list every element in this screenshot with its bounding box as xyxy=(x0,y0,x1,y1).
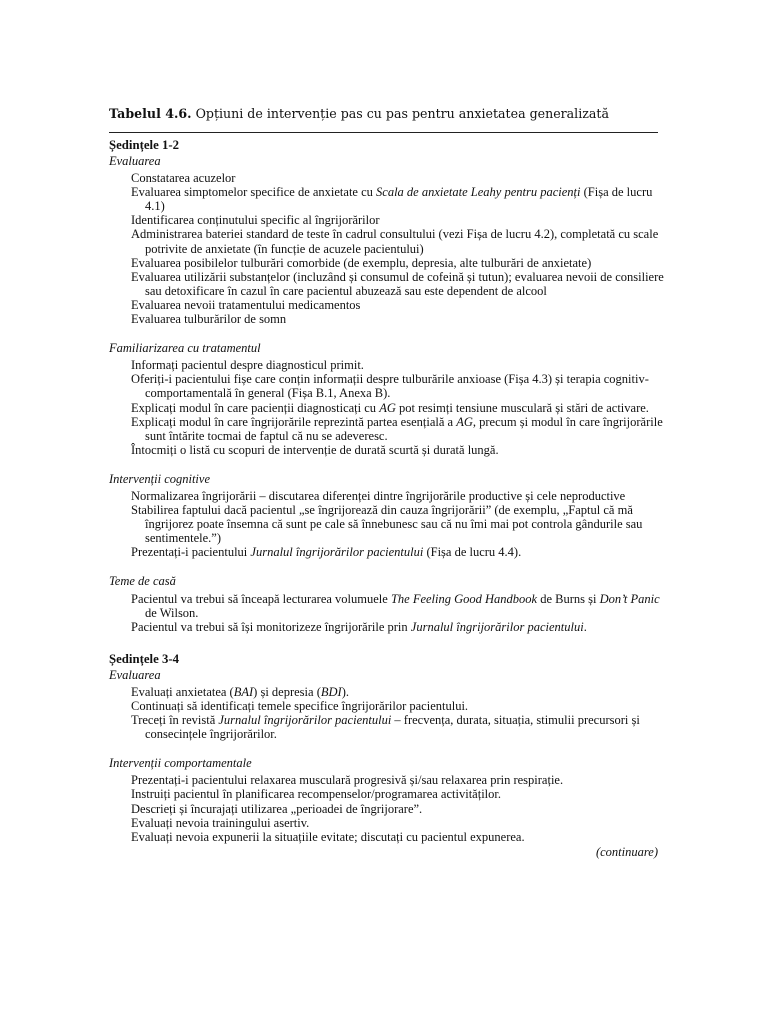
table-caption-text: Opțiuni de intervenție pas cu pas pentru anxietatea generalizată xyxy=(195,106,609,121)
session-heading: Ședințele 3-4 xyxy=(109,651,180,666)
step-item: Întocmiți o listă cu scopuri de intervenție de durată scurtă și durată lungă. xyxy=(131,442,499,457)
step-item: Evaluarea nevoii tratamentului medicamentos xyxy=(131,297,361,312)
step-item: Explicați modul în care îngrijorările reprezintă partea esențială a AG, precum și modul în care îngrijorările sunt întărite tocmai de faptul că nu se adeveresc. xyxy=(131,414,663,443)
step-item: Administrarea bateriei standard de teste în cadrul consultului (vezi Fișa de lucru 4.2), completată cu scale potrivite de anxietate (în funcție de acuzele pacientului) xyxy=(131,227,659,256)
step-item: Explicați modul în care pacienții diagnosticați cu AG pot resimți tensiune musculară și stări de activare. xyxy=(131,400,649,415)
step-item: Pacientul va trebui să înceapă lecturarea volumuele The Feeling Good Handbook de Burns și Don’t Panic de Wilson. xyxy=(131,591,660,620)
step-item: Evaluați anxietatea (BAI) și depresia (BDI). xyxy=(131,684,349,699)
section-subheading: Intervenții cognitive xyxy=(109,471,211,486)
step-list xyxy=(109,358,669,457)
step-item: Continuați să identificați temele specifice îngrijorărilor pacientului. xyxy=(131,699,469,713)
step-list xyxy=(109,171,669,326)
step-list xyxy=(109,685,669,741)
step-item: Evaluați nevoia expunerii la situațiile evitate; discutați cu pacientul expunerea. xyxy=(131,829,525,844)
step-item: Instruiți pacientul în planificarea recompenselor/programarea activităților. xyxy=(131,787,501,802)
step-item: Descrieți și încurajați utilizarea „perioadei de îngrijorare”. xyxy=(131,801,423,816)
step-item: Evaluarea simptomelor specifice de anxietate cu Scala de anxietate Leahy pentru pacienți (Fișa de lucru 4.1) xyxy=(131,185,653,214)
step-item: Identificarea conținutului specific al îngrijorărilor xyxy=(131,213,380,228)
step-item: Informați pacientul despre diagnosticul primit. xyxy=(131,358,364,373)
step-item: Oferiți-i pacientului fișe care conțin informații despre tulburările anxioase (Fișa 4.3) și terapia cognitiv-comportamentală în general (Fișa B.1, Anexa B). xyxy=(131,372,649,401)
step-item: Evaluarea posibilelor tulburări comorbide (de exemplu, depresia, alte tulburări de anxietate) xyxy=(131,255,592,270)
table-caption xyxy=(109,105,659,123)
step-item: Prezentați-i pacientului relaxarea musculară progresivă și/sau relaxarea prin respirație. xyxy=(131,773,564,788)
caption-rule xyxy=(109,132,658,133)
step-list xyxy=(109,489,669,559)
step-item: Evaluarea tulburărilor de somn xyxy=(131,312,287,327)
step-item: Constatarea acuzelor xyxy=(131,171,236,186)
step-item: Pacientul va trebui să își monitorizeze îngrijorările prin Jurnalul îngrijorărilor pacientului. xyxy=(131,619,587,634)
section-subheading: Evaluarea xyxy=(109,154,161,168)
step-item: Normalizarea îngrijorării – discutarea diferenței dintre îngrijorările productive și cele neproductive xyxy=(131,488,626,503)
step-item: Prezentați-i pacientului Jurnalul îngrijorărilor pacientului (Fișa de lucru 4.4). xyxy=(131,545,522,560)
step-item: Evaluarea utilizării substanțelor (incluzând și consumul de cofeină și tutun); evaluarea nevoii de consiliere sau detoxificare în cazul în care pacientul abuzează sau este dependent de alcool xyxy=(131,269,664,298)
section-subheading: Familiarizarea cu tratamentul xyxy=(109,341,261,356)
step-item: Evaluați nevoia trainingului asertiv. xyxy=(131,815,310,830)
table-body xyxy=(109,136,669,859)
section-subheading: Teme de casă xyxy=(109,574,176,589)
continued-note: (continuare) xyxy=(595,844,658,859)
section-subheading: Evaluarea xyxy=(109,667,161,682)
step-item: Treceți în revistă Jurnalul îngrijorărilor pacientului – frecvența, durata, situația, stimulii precursori și consecințele îngrijorărilor. xyxy=(131,713,640,742)
step-list xyxy=(109,592,669,634)
step-item: Stabilirea faptului dacă pacientul „se îngrijorează din cauza îngrijorării” (de exemplu, „Faptul că mă îngrijorez poate însemna că sunt pe cale să înnebunesc sau că nu îmi mai pot controla gândurile sau sentimentele.”) xyxy=(131,503,643,546)
table-label: Tabelul 4.6. xyxy=(109,106,192,121)
section-subheading: Intervenții comportamentale xyxy=(109,756,252,771)
step-list xyxy=(109,773,669,843)
session-heading: Ședințele 1-2 xyxy=(109,138,180,152)
